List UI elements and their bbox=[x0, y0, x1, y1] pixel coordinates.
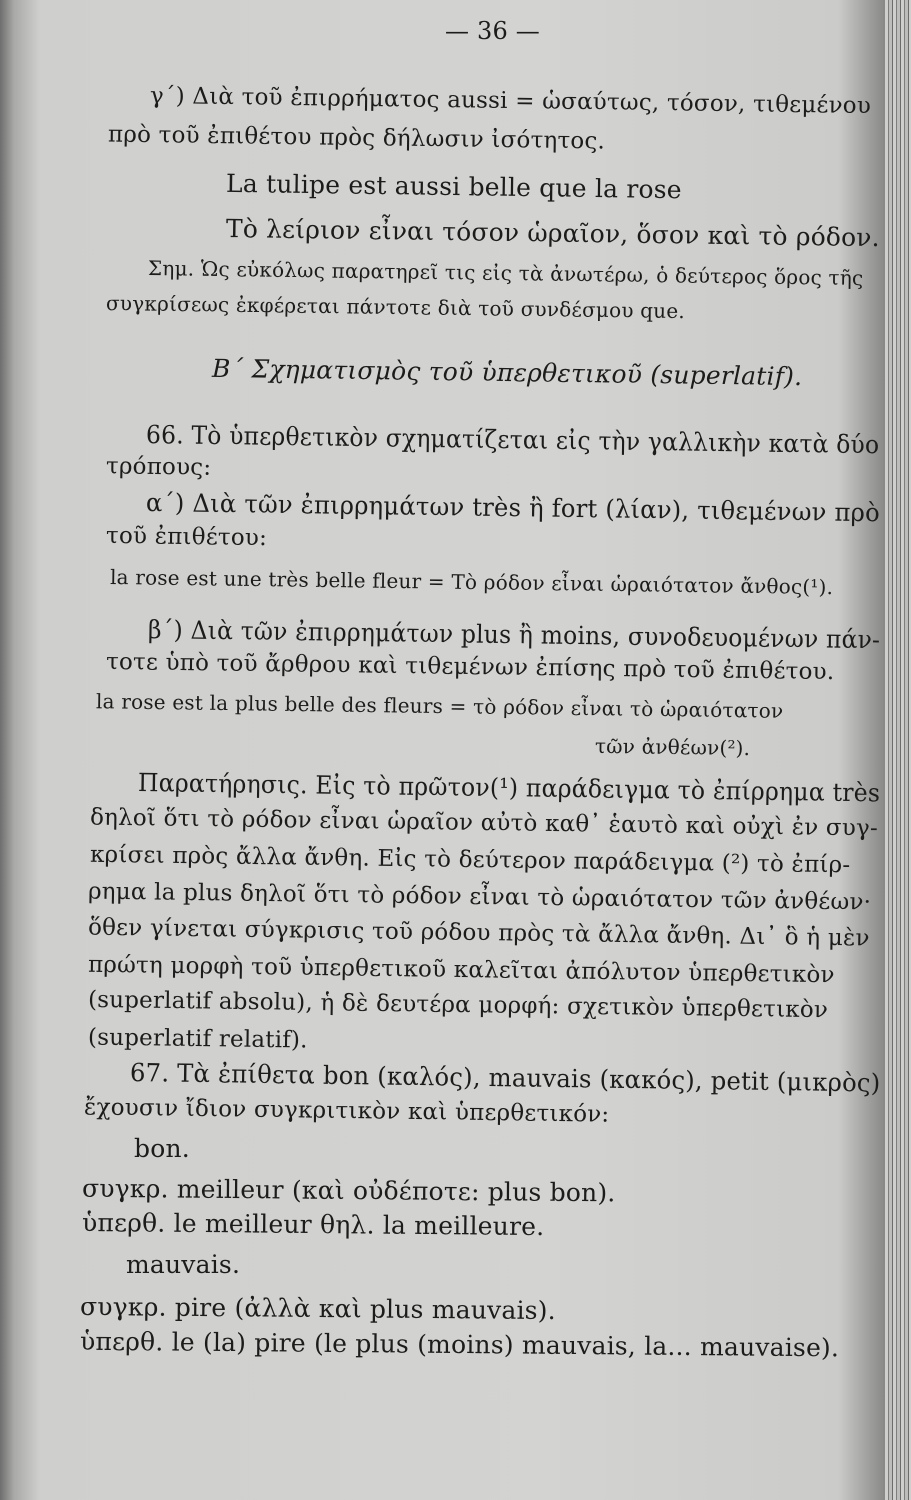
table-line: συγκρ. meilleur (καὶ οὐδέποτε: plus bon). bbox=[81, 1173, 616, 1208]
text-line: ὅθεν γίνεται σύγκρισις τοῦ ρόδου πρὸς τὰ ἄλλα ἄνθη. Δι᾽ ὃ ἡ μὲν bbox=[87, 914, 870, 952]
page-number: — 36 — bbox=[445, 17, 540, 45]
text-line: δηλοῖ ὅτι τὸ ρόδον εἶναι ὡραῖον αὐτὸ καθ᾽ ἑαυτὸ καὶ οὐχὶ ἐν συγ- bbox=[89, 804, 879, 842]
text-line: τοῦ ἐπιθέτου: bbox=[105, 522, 268, 552]
table-line: ὑπερθ. le (la) pire (le plus (moins) mauvais, la... mauvaise). bbox=[79, 1326, 840, 1363]
example-french: La tulipe est aussi belle que la rose bbox=[225, 168, 683, 205]
text-line: τοτε ὑπὸ τοῦ ἄρθρου καὶ τιθεμένων ἐπίσης πρὸ τοῦ ἐπιθέτου. bbox=[105, 648, 835, 686]
text-line: πρὸ τοῦ ἐπιθέτου πρὸς δήλωσιν ἰσότητος. bbox=[107, 121, 606, 155]
text-line: β΄) Διὰ τῶν ἐπιρρημάτων plus ἢ moins, συνοδευομένων πάν- bbox=[147, 615, 881, 655]
text-line: κρίσει πρὸς ἄλλα ἄνθη. Εἰς τὸ δεύτερον παράδειγμα (²) τὸ ἐπίρ- bbox=[89, 841, 851, 879]
text-line: πρώτη μορφὴ τοῦ ὑπερθετικοῦ καλεῖται ἀπόλυτον ὑπερθετικὸν bbox=[87, 951, 835, 989]
section-heading: Β΄ Σχηματισμὸς τοῦ ὑπερθετικοῦ (superlatif). bbox=[211, 353, 803, 392]
table-line: συγκρ. pire (ἀλλὰ καὶ plus mauvais). bbox=[79, 1291, 556, 1326]
text-line: (superlatif relatif). bbox=[87, 1024, 308, 1054]
text-line: 67. Τὰ ἐπίθετα bon (καλός), mauvais (κακός), petit (μικρὸς) bbox=[129, 1058, 881, 1098]
example-greek: Τὸ λείριον εἶναι τόσον ὡραῖον, ὅσον καὶ τὸ ρόδον. bbox=[225, 214, 880, 253]
text-line: γ΄) Διὰ τοῦ ἐπιρρήματος aussi = ὡσαύτως, τόσον, τιθεμένου bbox=[149, 82, 872, 120]
note-line: συγκρίσεως ἐκφέρεται πάντοτε διὰ τοῦ συνδέσμου que. bbox=[105, 290, 686, 324]
table-line: ὑπερθ. le meilleur θηλ. la meilleure. bbox=[81, 1207, 545, 1242]
text-line: ἔχουσιν ἴδιον συγκριτικὸν καὶ ὑπερθετικόν: bbox=[83, 1094, 610, 1128]
word-heading: bon. bbox=[134, 1134, 190, 1163]
example-line: la rose est une très belle fleur = Τὸ ρόδον εἶναι ὡραιότατον ἄνθος(¹). bbox=[109, 564, 834, 600]
text-line: (superlatif absolu), ἡ δὲ δευτέρα μορφή: σχετικὸν ὑπερθετικὸν bbox=[87, 986, 829, 1024]
note-line: Σημ. Ὡς εὐκόλως παρατηρεῖ τις εἰς τὰ ἀνωτέρω, ὁ δεύτερος ὅρος τῆς bbox=[147, 256, 864, 290]
word-heading: mauvais. bbox=[126, 1250, 241, 1279]
example-line: τῶν ἀνθέων(²). bbox=[594, 733, 751, 761]
remark-line: Παρατήρησις. Εἰς τὸ πρῶτον(¹) παράδειγμα τὸ ἐπίρρημα très bbox=[137, 768, 881, 808]
example-line: la rose est la plus belle des fleurs = τὸ ρόδον εἶναι τὸ ὡραιότατον bbox=[95, 689, 784, 723]
text-line: 66. Τὸ ὑπερθετικὸν σχηματίζεται εἰς τὴν γαλλικὴν κατὰ δύο bbox=[145, 420, 880, 460]
text-line: τρόπους: bbox=[105, 453, 212, 481]
text-line: α΄) Διὰ τῶν ἐπιρρημάτων très ἢ fort (λίαν), τιθεμένων πρὸ bbox=[145, 488, 881, 528]
text-line: ρημα la plus δηλοῖ ὅτι τὸ ρόδον εἶναι τὸ ὡραιότατον τῶν ἀνθέων· bbox=[87, 878, 872, 916]
